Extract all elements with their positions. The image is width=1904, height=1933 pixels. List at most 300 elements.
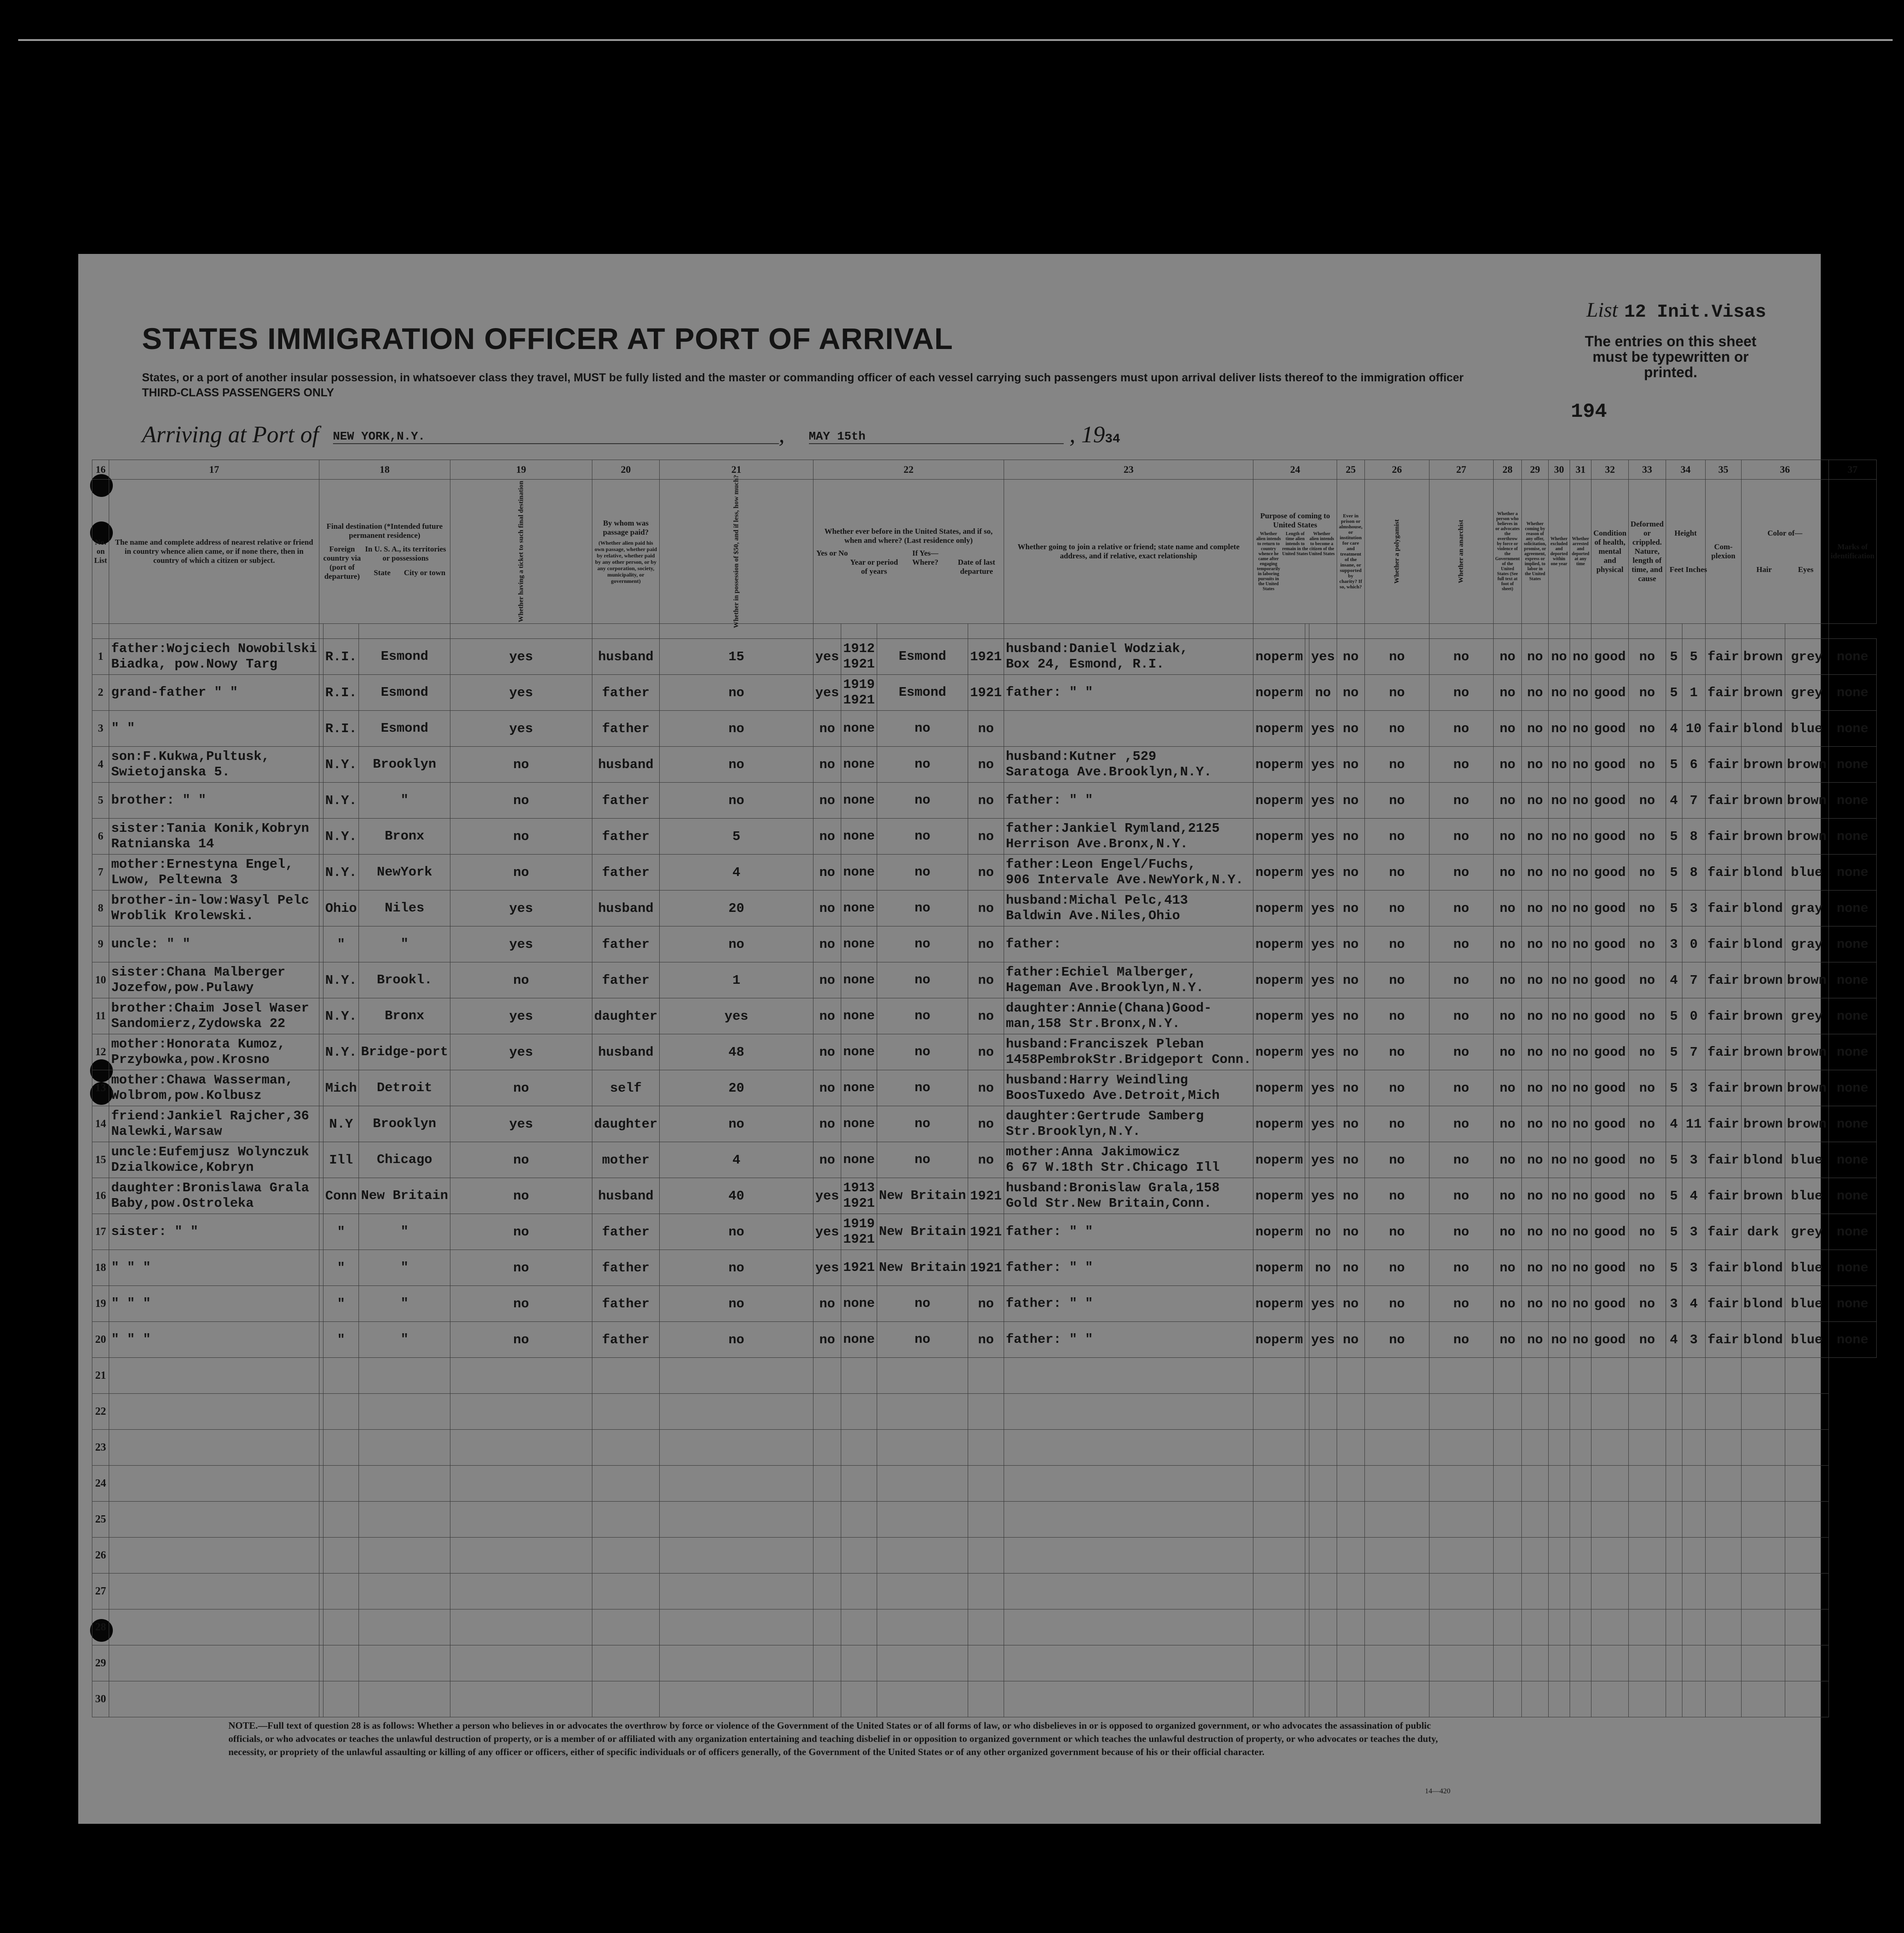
empty-cell [1337, 1574, 1365, 1609]
empty-cell [450, 1538, 592, 1574]
cell-c25 [1337, 1070, 1365, 1106]
row-number: 26 [92, 1538, 109, 1574]
empty-cell [1548, 1681, 1570, 1717]
cell-c26 [1364, 711, 1429, 747]
cell-money [660, 711, 813, 747]
c31-value: no [1572, 829, 1589, 844]
cell-in [1682, 855, 1706, 891]
cell-st [323, 711, 359, 747]
complexion-value: fair [1707, 1044, 1739, 1060]
cell-in [1682, 675, 1706, 711]
c28-value: no [1500, 1296, 1515, 1311]
cell-marks [1828, 747, 1876, 783]
join1-value: husband:Daniel Wodziak, [1005, 641, 1188, 656]
cell-hair [1741, 1178, 1785, 1214]
cell-money [660, 1286, 813, 1322]
empty-cell [319, 1358, 323, 1394]
def-value: no [1639, 685, 1655, 700]
empty-cell [1785, 1574, 1828, 1609]
def-value: no [1639, 1332, 1655, 1347]
purpose-value: noperm [1255, 1332, 1303, 1347]
eyes-value: brown [1787, 972, 1827, 988]
cell-n [92, 747, 109, 783]
join1-value: father:Echiel Malberger, [1005, 965, 1196, 980]
city-value: Bronx [384, 1008, 424, 1023]
empty-cell [1682, 1645, 1706, 1681]
c31-value: no [1572, 1080, 1589, 1096]
cell-c27 [1429, 1322, 1493, 1358]
cell-city [359, 1250, 450, 1286]
empty-cell [1305, 1358, 1309, 1394]
cell-c28 [1493, 819, 1522, 855]
cell-paid [592, 747, 659, 783]
empty-cell [968, 1358, 1004, 1394]
before-value: yes [815, 1260, 839, 1275]
dep-value: 1921 [970, 1188, 1002, 1204]
yr1-value: none [843, 1008, 875, 1023]
c31-value: no [1572, 1008, 1589, 1024]
c29-value: no [1527, 721, 1543, 736]
col-number: 22 [813, 460, 1004, 480]
class-line: THIRD-CLASS PASSENGERS ONLY [142, 386, 334, 399]
cell-def [1628, 1106, 1666, 1142]
cell-marks [1828, 1034, 1876, 1070]
cell-cit [1309, 639, 1337, 675]
cell-yr1 [841, 962, 877, 998]
cell-health [1591, 1286, 1629, 1322]
hair-value: blond [1743, 901, 1783, 916]
cell-complexion [1706, 711, 1742, 747]
ft-value: 5 [1670, 901, 1678, 916]
cell-rel1 [109, 1250, 319, 1286]
empty-cell [877, 1574, 968, 1609]
c30-value: no [1551, 685, 1567, 700]
rel1-value: " " " [111, 1332, 151, 1347]
marks-value: none [1837, 1260, 1869, 1275]
c25-value: no [1343, 1116, 1359, 1132]
cell-complexion [1706, 675, 1742, 711]
empty-cell [1628, 1609, 1666, 1645]
cell-eyes [1785, 747, 1828, 783]
cell-tk [450, 1178, 592, 1214]
cell-ft [1666, 926, 1682, 962]
where-value: no [914, 757, 930, 772]
cell-ft [1666, 1250, 1682, 1286]
cell-n [92, 675, 109, 711]
cell-tk [450, 675, 592, 711]
c31-value: no [1572, 936, 1589, 952]
in-value: 3 [1690, 1080, 1698, 1096]
cell-purpose [1253, 819, 1305, 855]
empty-cell [1666, 1574, 1682, 1609]
empty-cell [841, 1574, 877, 1609]
cell-purpose [1253, 1142, 1305, 1178]
city-value: " [400, 793, 409, 808]
empty-cell [1785, 1394, 1828, 1430]
ft-value: 5 [1670, 1260, 1678, 1275]
cell-where [877, 1178, 968, 1214]
cell-in [1682, 891, 1706, 926]
cell-st [323, 783, 359, 819]
hair-value: brown [1743, 1116, 1783, 1132]
empty-cell [1309, 1681, 1337, 1717]
cell-c30 [1548, 747, 1570, 783]
cell-before [813, 711, 841, 747]
yr1-value: none [843, 1044, 875, 1059]
cell-def [1628, 1178, 1666, 1214]
cell-complexion [1706, 1214, 1742, 1250]
cell-c25 [1337, 962, 1365, 998]
cell-c31 [1570, 1142, 1591, 1178]
cell-c29 [1522, 675, 1548, 711]
empty-cell [1309, 1538, 1337, 1574]
empty-cell [323, 1645, 359, 1681]
cell-money [660, 747, 813, 783]
port-value: NEW YORK,N.Y. [333, 430, 779, 444]
cell-join1 [1004, 926, 1253, 962]
cell-join1 [1004, 1178, 1253, 1214]
cell-hair [1741, 675, 1785, 711]
cell-c29 [1522, 747, 1548, 783]
empty-cell [813, 1466, 841, 1502]
c27-value: no [1453, 649, 1470, 664]
table-row [92, 747, 1877, 783]
cell-c25 [1337, 1286, 1365, 1322]
c31-value: no [1572, 685, 1589, 700]
money-value: no [728, 1296, 744, 1311]
join1-value: father: " " [1005, 1296, 1093, 1311]
empty-cell [1570, 1502, 1591, 1538]
empty-cell [1741, 1466, 1785, 1502]
empty-cell [592, 1574, 659, 1609]
cell-marks [1828, 855, 1876, 891]
cell-money [660, 891, 813, 926]
header-foreign-country: Foreign country via (port of departure) [323, 545, 361, 581]
cell-stay [1305, 747, 1309, 783]
money-value: no [728, 1332, 744, 1347]
empty-cell [1522, 1645, 1548, 1681]
empty-cell [1706, 1681, 1742, 1717]
empty-cell [1548, 1645, 1570, 1681]
marks-value: none [1837, 685, 1869, 700]
table-row [92, 1142, 1877, 1178]
c31-value: no [1572, 865, 1589, 880]
empty-cell [323, 1466, 359, 1502]
cell-marks [1828, 962, 1876, 998]
cell-complexion [1706, 1322, 1742, 1358]
cell-rel1 [109, 926, 319, 962]
c27-value: no [1453, 972, 1470, 988]
c26-value: no [1389, 649, 1405, 664]
c29-value: no [1527, 1296, 1543, 1311]
empty-cell [1628, 1538, 1666, 1574]
empty-cell [1305, 1466, 1309, 1502]
cell-city [359, 1322, 450, 1358]
cell-c28 [1493, 783, 1522, 819]
cell-c28 [1493, 1178, 1522, 1214]
cell-health [1591, 926, 1629, 962]
empty-cell [1309, 1358, 1337, 1394]
page-title: STATES IMMIGRATION OFFICER AT PORT OF ARRIVAL [142, 322, 953, 355]
empty-cell [1591, 1394, 1629, 1430]
rel2-value: Wolbrom,pow.Kolbusz [111, 1088, 262, 1103]
empty-cell [1493, 1502, 1522, 1538]
cell-n [92, 1142, 109, 1178]
table-row [92, 1466, 1877, 1502]
empty-cell [968, 1609, 1004, 1645]
empty-cell [1628, 1681, 1666, 1717]
health-value: good [1594, 1188, 1626, 1204]
paid-value: father [602, 972, 650, 988]
empty-cell [592, 1681, 659, 1717]
cell-yr1 [841, 1106, 877, 1142]
cell-dep [968, 1178, 1004, 1214]
empty-cell [1253, 1538, 1305, 1574]
yr2-value: 1921 [843, 1232, 875, 1247]
cell-c31 [1570, 639, 1591, 675]
eyes-value: blue [1791, 1188, 1823, 1204]
cell-health [1591, 711, 1629, 747]
cell-paid [592, 1106, 659, 1142]
cell-city [359, 783, 450, 819]
empty-cell [1253, 1430, 1305, 1466]
empty-cell [660, 1502, 813, 1538]
c30-value: no [1551, 865, 1567, 880]
header-ticket: Whether having a ticket to such final destination [450, 480, 592, 624]
cell-n [92, 1214, 109, 1250]
cell-where [877, 747, 968, 783]
empty-cell [1493, 1394, 1522, 1430]
empty-cell [1591, 1358, 1629, 1394]
cell-marks [1828, 1250, 1876, 1286]
hair-value: brown [1743, 829, 1783, 844]
empty-cell [1337, 1502, 1365, 1538]
purpose-value: noperm [1255, 901, 1303, 916]
cell-yr1 [841, 998, 877, 1034]
c28-value: no [1500, 757, 1515, 772]
cit-value: yes [1311, 901, 1335, 916]
empty-cell [841, 1538, 877, 1574]
empty-cell [1666, 1609, 1682, 1645]
cell-in [1682, 962, 1706, 998]
empty-cell [660, 1538, 813, 1574]
marks-value: none [1837, 1152, 1869, 1168]
empty-cell [1628, 1430, 1666, 1466]
cell-c29 [1522, 855, 1548, 891]
n-value: 19 [95, 1297, 106, 1310]
cell-health [1591, 1106, 1629, 1142]
cell-ft [1666, 675, 1682, 711]
cell-before [813, 639, 841, 675]
cell-c30 [1548, 926, 1570, 962]
cell-rel1 [109, 1286, 319, 1322]
empty-cell [877, 1502, 968, 1538]
c27-value: no [1453, 793, 1470, 808]
cell-complexion [1706, 891, 1742, 926]
c29-value: no [1527, 1188, 1543, 1204]
cell-rel1 [109, 783, 319, 819]
c27-value: no [1453, 1152, 1470, 1168]
c29-value: no [1527, 1260, 1543, 1275]
yr1-value: none [843, 793, 875, 808]
rel1-value: mother:Honorata Kumoz, [111, 1037, 286, 1052]
cell-health [1591, 675, 1629, 711]
where-value: no [914, 901, 930, 916]
header-year: Year or period of years [850, 558, 898, 576]
cell-tk [450, 747, 592, 783]
cell-purpose [1253, 1322, 1305, 1358]
c27-value: no [1453, 757, 1470, 772]
in-value: 7 [1690, 793, 1698, 808]
c29-value: no [1527, 1152, 1543, 1168]
cell-def [1628, 1142, 1666, 1178]
cell-c27 [1429, 891, 1493, 926]
cell-st [323, 962, 359, 998]
cell-yr1 [841, 1178, 877, 1214]
passenger-table [92, 460, 1877, 1717]
cell-eyes [1785, 1178, 1828, 1214]
empty-cell [323, 1502, 359, 1538]
header-become-citizen: Whether alien intends to become a citizen of the United States [1308, 531, 1335, 557]
cell-c31 [1570, 855, 1591, 891]
dep-value: no [978, 1332, 994, 1347]
cell-tk [450, 855, 592, 891]
cell-where [877, 639, 968, 675]
ft-value: 3 [1670, 936, 1678, 952]
n-value: 15 [95, 1154, 106, 1166]
hair-value: blond [1743, 1260, 1783, 1275]
c27-value: no [1453, 829, 1470, 844]
health-value: good [1594, 649, 1626, 664]
purpose-value: noperm [1255, 1080, 1303, 1096]
purpose-value: noperm [1255, 1152, 1303, 1168]
cell-in [1682, 747, 1706, 783]
money-value: no [728, 936, 744, 952]
cell-before [813, 1322, 841, 1358]
dep-value: no [978, 1296, 994, 1311]
list-value: 12 Init.Visas [1624, 302, 1766, 323]
cell-stay [1305, 855, 1309, 891]
cell-cit [1309, 855, 1337, 891]
cell-c27 [1429, 783, 1493, 819]
empty-cell [1004, 1358, 1253, 1394]
empty-cell [1591, 1574, 1629, 1609]
hair-value: brown [1743, 1008, 1783, 1024]
cell-c30 [1548, 1286, 1570, 1322]
cell-tk [450, 891, 592, 926]
c29-value: no [1527, 685, 1543, 700]
in-value: 7 [1690, 1044, 1698, 1060]
empty-cell [592, 1358, 659, 1394]
empty-cell [1364, 1466, 1429, 1502]
c26-value: no [1389, 1008, 1405, 1024]
c30-value: no [1551, 901, 1567, 916]
col-number: 23 [1004, 460, 1253, 480]
cell-complexion [1706, 1034, 1742, 1070]
cit-value: yes [1311, 972, 1335, 988]
empty-cell [1591, 1609, 1629, 1645]
cell-before [813, 1214, 841, 1250]
table-row [92, 1286, 1877, 1322]
cell-join1 [1004, 675, 1253, 711]
cell-where [877, 926, 968, 962]
join2-value: 6 67 W.18th Str.Chicago Ill [1005, 1160, 1220, 1175]
health-value: good [1594, 865, 1626, 880]
join2-value: BoosTuxedo Ave.Detroit,Mich [1005, 1088, 1220, 1103]
empty-rows [92, 1358, 1877, 1717]
cell-c31 [1570, 1214, 1591, 1250]
col-number: 36 [1741, 460, 1828, 480]
cell-c31 [1570, 1070, 1591, 1106]
empty-cell [1364, 1502, 1429, 1538]
header-labor-offer: Whether coming by reason of any offer, solicitation, promise, or agreement, express or implied, to labor in the United States [1522, 480, 1548, 624]
cell-join1 [1004, 1250, 1253, 1286]
cell-n [92, 1034, 109, 1070]
empty-cell [1337, 1394, 1365, 1430]
cell-money [660, 783, 813, 819]
paid-value: father [602, 936, 650, 952]
cell-ft [1666, 855, 1682, 891]
empty-cell [1305, 1502, 1309, 1538]
header-marks: Marks of identification [1828, 480, 1876, 624]
c25-value: no [1343, 901, 1359, 916]
c29-value: no [1527, 1044, 1543, 1060]
cell-ft [1666, 1034, 1682, 1070]
empty-cell [323, 1538, 359, 1574]
rel2-value: Ratnianska 14 [111, 836, 214, 851]
c31-value: no [1572, 721, 1589, 736]
empty-cell [877, 1609, 968, 1645]
empty-cell [1570, 1681, 1591, 1717]
empty-cell [1628, 1502, 1666, 1538]
cell-c27 [1429, 1106, 1493, 1142]
cell-hair [1741, 1286, 1785, 1322]
cell-c28 [1493, 926, 1522, 962]
money-value: no [728, 757, 744, 772]
dep-value: no [978, 1116, 994, 1132]
header-feet: Feet [1669, 565, 1684, 574]
cell-rel1 [109, 855, 319, 891]
cell-fc [319, 1250, 323, 1286]
in-value: 0 [1690, 1008, 1698, 1024]
c31-value: no [1572, 1296, 1589, 1311]
cell-in [1682, 1322, 1706, 1358]
empty-cell [1741, 1430, 1785, 1466]
empty-cell [1570, 1645, 1591, 1681]
cell-c30 [1548, 1034, 1570, 1070]
cell-paid [592, 1214, 659, 1250]
empty-cell [323, 1574, 359, 1609]
eyes-value: gray [1791, 936, 1823, 952]
rel1-value: mother:Chawa Wasserman, [111, 1073, 293, 1088]
cell-join1 [1004, 855, 1253, 891]
ft-value: 3 [1670, 1296, 1678, 1311]
complexion-value: fair [1707, 901, 1739, 916]
empty-cell [319, 1645, 323, 1681]
cell-marks [1828, 1286, 1876, 1322]
marks-value: none [1837, 1080, 1869, 1096]
cell-dep [968, 998, 1004, 1034]
where-value: no [914, 1296, 930, 1311]
cell-where [877, 1106, 968, 1142]
empty-cell [1309, 1430, 1337, 1466]
marks-value: none [1837, 1224, 1869, 1240]
complexion-value: fair [1707, 1296, 1739, 1311]
complexion-value: fair [1707, 1080, 1739, 1096]
cell-dep [968, 1286, 1004, 1322]
empty-cell [450, 1430, 592, 1466]
tk-value: yes [509, 1008, 533, 1024]
